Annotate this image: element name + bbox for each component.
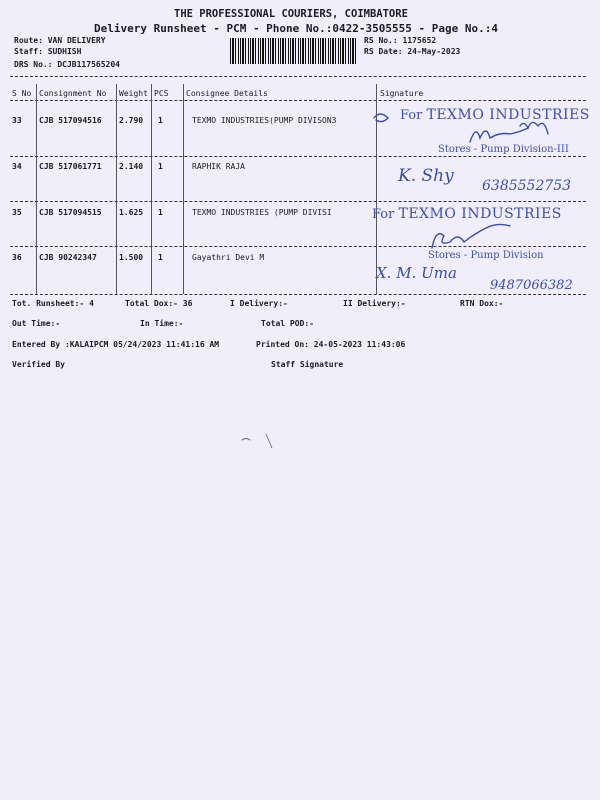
divider xyxy=(10,294,586,295)
row-pcs: 1 xyxy=(158,116,163,125)
row-sno: 33 xyxy=(12,116,22,125)
total-dox: Total Dox:- 36 xyxy=(125,299,193,308)
divider xyxy=(10,201,586,202)
signature-mark xyxy=(370,106,570,146)
rs-number: RS No.: 1175652 xyxy=(364,36,437,45)
row-consignee: TEXMO INDUSTRIES (PUMP DIVISI xyxy=(192,208,332,217)
row-sno: 36 xyxy=(12,253,22,262)
column-line xyxy=(116,84,117,294)
entered-by: Entered By :KALAIPCM 05/24/2023 11:41:16 AM xyxy=(12,340,220,349)
col-header-signature: Signature xyxy=(380,89,424,98)
row-sno: 34 xyxy=(12,162,22,171)
rs-date: RS Date: 24-May-2023 xyxy=(364,47,461,56)
row-consignee: TEXMO INDUSTRIES(PUMP DIVISON3 xyxy=(192,116,337,125)
handwritten-phone: 9487066382 xyxy=(490,278,573,293)
total-pod: Total POD:- xyxy=(261,319,314,328)
stamp-department: Stores - Pump Division xyxy=(428,250,544,261)
barcode xyxy=(230,38,356,64)
row-weight: 2.790 xyxy=(119,116,144,125)
handwritten-signature: X. M. Uma xyxy=(376,264,457,282)
divider xyxy=(10,76,586,77)
column-line xyxy=(151,84,152,294)
route-label: Route: VAN DELIVERY xyxy=(14,36,106,45)
staff-signature: Staff Signature xyxy=(271,360,344,369)
total-runsheet: Tot. Runsheet:- 4 xyxy=(12,299,94,308)
row-consignee: Gayathri Devi M xyxy=(192,253,265,262)
stamp-department: Stores - Pump Division-III xyxy=(438,144,569,155)
out-time: Out Time:- xyxy=(12,319,61,328)
stamp-name: TEXMO INDUSTRIES xyxy=(426,107,590,123)
column-line xyxy=(183,84,184,294)
row-sno: 35 xyxy=(12,208,22,217)
staff-label: Staff: SUDHISH xyxy=(14,47,82,56)
handwritten-phone: 6385552753 xyxy=(482,178,572,194)
row-consignment: CJB 90242347 xyxy=(39,253,97,262)
printed-on: Printed On: 24-05-2023 11:43:06 xyxy=(256,340,406,349)
col-header-consignment: Consignment No xyxy=(39,89,107,98)
verified-by: Verified By xyxy=(12,360,65,369)
scan-mark xyxy=(238,432,278,452)
runsheet-subtitle: Delivery Runsheet - PCM - Phone No.:0422-3505555 - Page No.:4 xyxy=(94,22,498,35)
col-header-pcs: PCS xyxy=(154,89,169,98)
stamp-name: TEXMO INDUSTRIES xyxy=(398,206,562,222)
col-header-sno: S No xyxy=(12,89,32,98)
stamp-for: For xyxy=(400,108,423,123)
company-title: THE PROFESSIONAL COURIERS, COIMBATORE xyxy=(174,8,408,20)
row-pcs: 1 xyxy=(158,253,163,262)
row-consignment: CJB 517061771 xyxy=(39,162,102,171)
row-consignment: CJB 517094515 xyxy=(39,208,102,217)
divider xyxy=(10,100,586,101)
col-header-weight: Weight xyxy=(119,89,148,98)
row-consignment: CJB 517094516 xyxy=(39,116,102,125)
in-time: In Time:- xyxy=(140,319,184,328)
i-delivery: I Delivery:- xyxy=(230,299,288,308)
row-pcs: 1 xyxy=(158,162,163,171)
divider xyxy=(10,156,586,157)
row-weight: 1.625 xyxy=(119,208,144,217)
col-header-consignee: Consignee Details xyxy=(186,89,268,98)
column-line xyxy=(36,84,37,294)
handwritten-signature: K. Shy xyxy=(398,166,454,186)
company-stamp xyxy=(372,206,562,222)
row-consignee: RAPHIK RAJA xyxy=(192,162,245,171)
ii-delivery: II Delivery:- xyxy=(343,299,406,308)
row-pcs: 1 xyxy=(158,208,163,217)
drs-number: DRS No.: DCJB117565204 xyxy=(14,60,120,69)
row-weight: 1.500 xyxy=(119,253,144,262)
rtn-dox: RTN Dox:- xyxy=(460,299,504,308)
stamp-for: For xyxy=(372,207,395,222)
row-weight: 2.140 xyxy=(119,162,144,171)
